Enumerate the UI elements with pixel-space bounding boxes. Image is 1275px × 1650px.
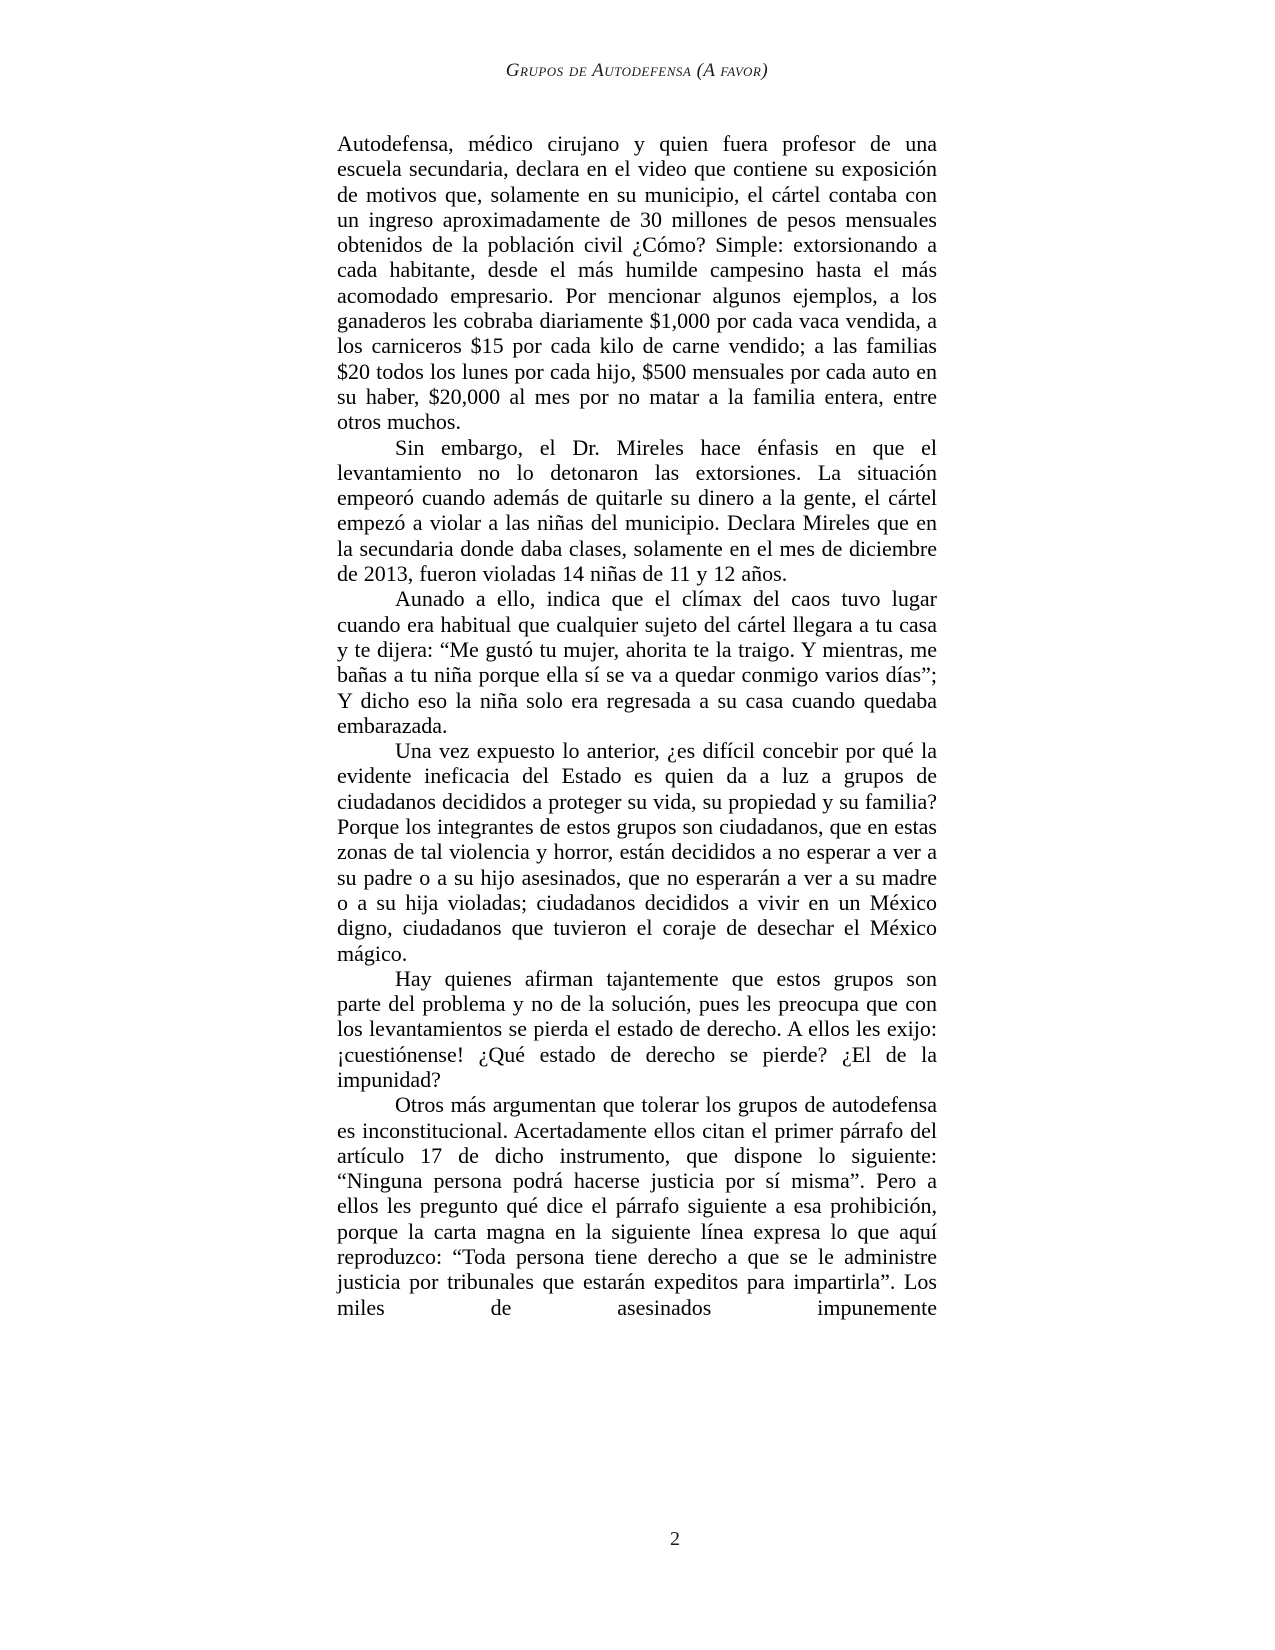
body-paragraph: Aunado a ello, indica que el clímax del caos tuvo lugar cuando era habitual que cualquier sujeto del cártel llegara a tu casa y te dijera: “Me gustó tu mujer, ahorita te la traigo. Y mientras, me bañas a tu niña porque ella sí se va a quedar conmigo varios días”; Y dicho eso la niña solo era regresada a su casa cuando quedaba embarazada. xyxy=(337,586,937,738)
running-header: Grupos de Autodefensa (A favor) xyxy=(505,60,769,81)
body-paragraph: Otros más argumentan que tolerar los grupos de autodefensa es inconstitucional. Acertadamente ellos citan el primer párrafo del artículo 17 de dicho instrumento, que dispone lo siguiente: “Ninguna persona podrá hacerse justicia por sí misma”. Pero a ellos les pregunto qué dice el párrafo siguiente a esa prohibición, porque la carta magna en la siguiente línea expresa lo que aquí reproduzco: “Toda persona tiene derecho a que se le administre justicia por tribunales que estarán expeditos para impartirla”. Los miles de asesinados impunemente xyxy=(337,1092,937,1320)
body-paragraph: Una vez expuesto lo anterior, ¿es difícil concebir por qué la evidente ineficacia del Estado es quien da a luz a grupos de ciudadanos decididos a proteger su vida, su propiedad y su familia? Porque los integrantes de estos grupos son ciudadanos, que en estas zonas de tal violencia y horror, están decididos a no esperar a ver a su padre o a su hijo asesinados, que no esperarán a ver a su madre o a su hija violadas; ciudadanos decididos a vivir en un México digno, ciudadanos que tuvieron el coraje de desechar el México mágico. xyxy=(337,738,937,966)
body-paragraph: Autodefensa, médico cirujano y quien fuera profesor de una escuela secundaria, declara en el video que contiene su exposición de motivos que, solamente en su municipio, el cártel contaba con un ingreso aproximadamente de 30 millones de pesos mensuales obtenidos de la población civil ¿Cómo? Simple: extorsionando a cada habitante, desde el más humilde campesino hasta el más acomodado empresario. Por mencionar algunos ejemplos, a los ganaderos les cobraba diariamente $1,000 por cada vaca vendida, a los carniceros $15 por cada kilo de carne vendido; a las familias $20 todos los lunes por cada hijo, $500 mensuales por cada auto en su haber, $20,000 al mes por no matar a la familia entera, entre otros muchos. xyxy=(337,131,937,435)
body-paragraph: Hay quienes afirman tajantemente que estos grupos son parte del problema y no de la solución, pues les preocupa que con los levantamientos se pierda el estado de derecho. A ellos les exijo: ¡cuestiónense! ¿Qué estado de derecho se pierde? ¿El de la impunidad? xyxy=(337,965,937,1092)
body-text-column xyxy=(337,131,937,1320)
body-paragraph: Sin embargo, el Dr. Mireles hace énfasis en que el levantamiento no lo detonaron las extorsiones. La situación empeoró cuando además de quitarle su dinero a la gente, el cártel empezó a violar a las niñas del municipio. Declara Mireles que en la secundaria donde daba clases, solamente en el mes de diciembre de 2013, fueron violadas 14 niñas de 11 y 12 años. xyxy=(337,434,937,587)
page-number: 2 xyxy=(670,1528,680,1550)
